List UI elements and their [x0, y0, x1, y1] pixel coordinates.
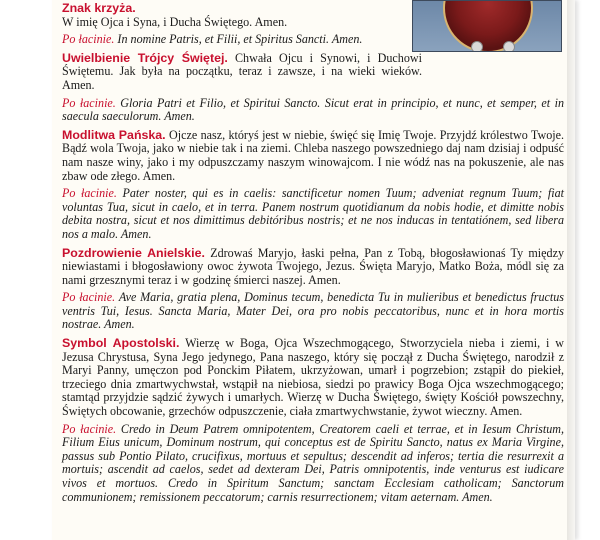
section-pozdrowienie-anielskie	[62, 247, 564, 333]
prayer-text	[62, 0, 564, 509]
latin-lead: Po łacinie.	[62, 32, 115, 47]
section-title: Symbol Apostolski.	[62, 336, 180, 351]
section-znak-krzyza	[62, 0, 564, 47]
latin-text: Credo in Deum Patrem omnipotentem, Creatorem caeli et terrae, et in Iesum Christum, Filium Eius unicum, Dominum nostrum, qui conceptus est de Spiritu Sancto, natus ex Maria Virgine, passus sub Pontio Pilato, crucifixus, mortuus et sepultus; descendit ad inferos; tertia die resurrexit a mortuis; ascendit ad caelos, sedet ad dexteram Dei, Patris omnipotentis, inde venturus est iudicare vivos et mortuos. Credo in Spiritum Sanctum; sanctam Ecclesiam catholicam; Sanctorum communionem; remissionem peccatorum; carnis resurrectionem; vitam aeternam. Amen.	[62, 421, 564, 504]
section-modlitwa-panska	[62, 129, 564, 242]
section-text: Chwała Ojcu i Synowi, i Duchowi Świętemu. Jak była na początku, teraz i zawsze, i na wieki wieków. Amen.	[62, 50, 422, 92]
section-title: Pozdrowienie Anielskie.	[62, 245, 205, 260]
section-text: Wierzę w Boga, Ojca Wszechmogącego, Stworzyciela nieba i ziemi, i w Jezusa Chrystusa, Syna Jego jedynego, Pana naszego, który się począł z Ducha Świętego, narodził z Maryi Panny, umęczon pod Ponckim Piłatem, ukrzyżowan, umarł i pogrzebion; zstąpił do piekieł, trzeciego dnia zmartwychwstał, wstąpił na niebiosa, siedzi po prawicy Boga Ojca wszechmogącego; stamtąd przyjdzie sądzić żywych i umarłych. Wierzę w Ducha Świętego, święty Kościół powszechny, Świętych obcowanie, grzechów odpuszczenie, ciała zmartwychwstanie, żywot wieczny. Amen.	[62, 336, 564, 419]
section-text: W imię Ojca i Syna, i Ducha Świętego. Amen.	[62, 14, 288, 29]
latin-text: Ave Maria, gratia plena, Dominus tecum, benedicta Tu in mulieribus et benedictus fructus ventris Tui, Iesus. Sancta Maria, Mater Dei, ora pro nobis peccatoribus, nunc et in hora mortis nostrae. Amen.	[62, 290, 565, 332]
latin-text: Pater noster, qui es in caelis: sanctificetur nomen Tuum; adveniat regnum Tuum; fiat voluntas Tua, sicut in caelo, et in terra. Panem nostrum quotidianum da nobis hodie, et dimitte nobis debita nostra, sicut et nos dimittimus debitóribus nostris; et ne nos inducas in tentatiónem, sed libera nos a malo. Amen.	[62, 186, 564, 241]
section-title: Modlitwa Pańska.	[62, 127, 166, 142]
latin-lead: Po łacinie.	[62, 290, 116, 305]
latin-lead: Po łacinie.	[62, 186, 117, 201]
latin-text: Gloria Patri et Filio, et Spiritui Sancto. Sicut erat in principio, et nunc, et semper, et in saecula saeculorum. Amen.	[62, 95, 564, 124]
section-title: Znak krzyża.	[62, 1, 136, 15]
latin-lead: Po łacinie.	[62, 421, 117, 436]
section-symbol-apostolski	[62, 337, 564, 504]
section-uwielbienie	[62, 52, 564, 124]
section-title: Uwielbienie Trójcy Świętej.	[62, 50, 228, 65]
section-text: Ojcze nasz, któryś jest w niebie, święć się Imię Twoje. Przyjdź królestwo Twoje. Bądź wola Twoja, jako w niebie tak i na ziemi. Chleba naszego powszedniego daj nam dzisiaj i odpuść nam nasze winy, jako i my odpuszczamy naszym winowajcom. I nie wódź nas na pokuszenie, ale nas zbaw ode złego. Amen.	[62, 127, 564, 183]
latin-text: In nomine Patris, et Filii, et Spiritus Sancti. Amen.	[117, 32, 363, 47]
section-text: Zdrowaś Maryjo, łaski pełna, Pan z Tobą, błogosławionaś Ty między niewiastami i błogosławiony owoc żywota Twojego, Jezus. Święta Maryjo, Matko Boża, módl się za nami grzesznymi teraz i w godzinę śmierci naszej. Amen.	[62, 245, 564, 287]
card-edge	[567, 0, 575, 540]
latin-lead: Po łacinie.	[62, 95, 116, 110]
